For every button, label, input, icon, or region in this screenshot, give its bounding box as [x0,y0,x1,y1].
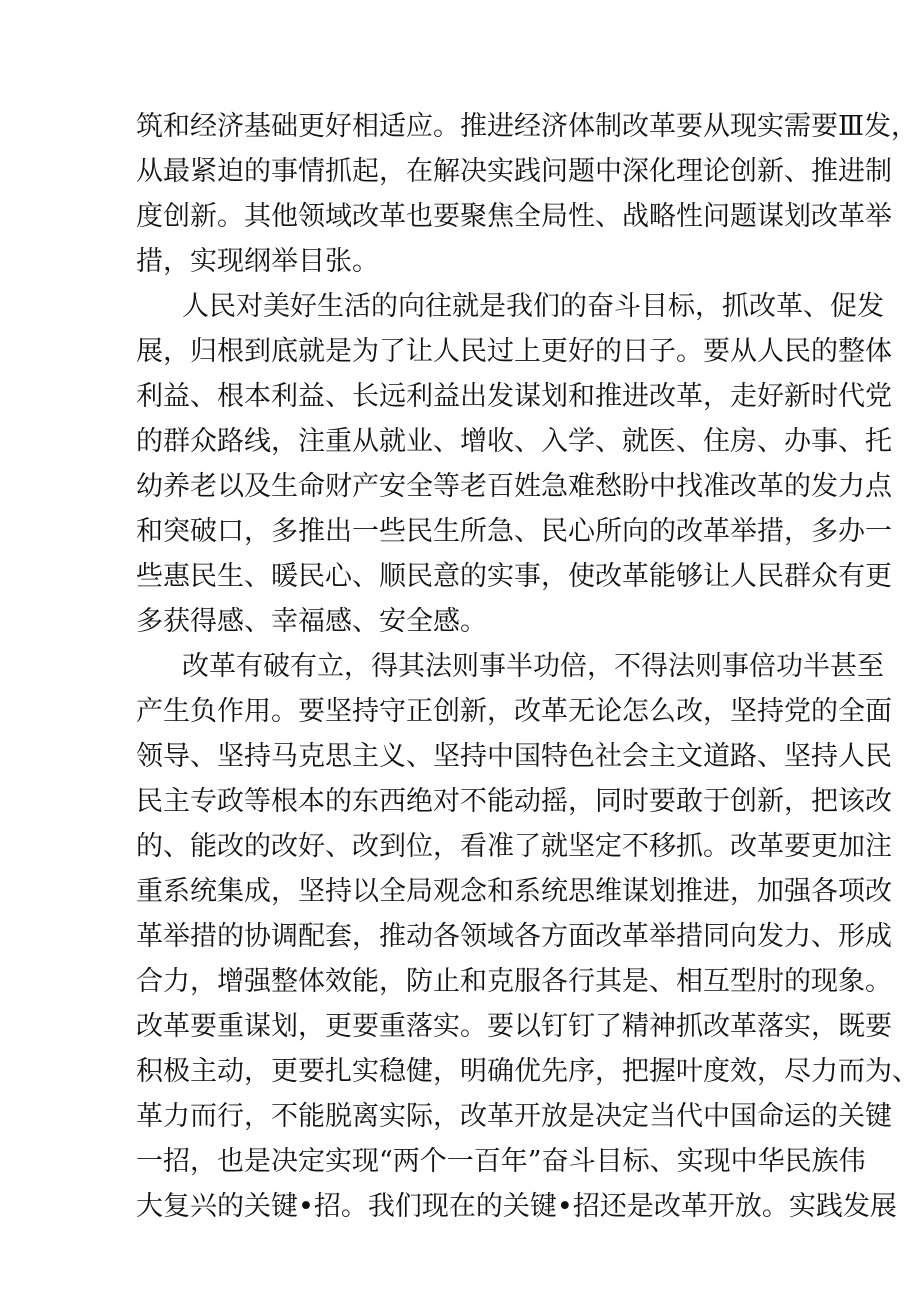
text-line: 多获得感、幸福感、安全感。 [136,606,487,637]
text-line: 改革要重谋划，更要重落实。要以钉钉了精神抓改革落实，既要 [136,1011,892,1042]
text-line: 筑和经济基础更好相适应。推进经济体制改革要从现实需要Ⅲ发， [136,111,919,142]
text-line: 措，实现纲举目张。 [136,246,379,277]
text-line: 积极主动，更要扎实稳健，明确优先序，把握叶度效，尽力而为、 [136,1056,919,1087]
text-line: 从最紧迫的事情抓起，在解决实践问题中深化理论创新、推进制 [136,156,892,187]
text-line: 民主专政等根本的东西绝对不能动摇，同时要敢于创新，把该改 [136,786,892,817]
text-line: 利益、根本利益、长远利益出发谋划和推进改革，走好新时代党 [136,381,892,412]
text-line: 重系统集成，坚持以全局观念和系统思维谋划推进，加强各项改 [136,876,892,907]
text-line: 革力而行，不能脱离实际，改革开放是决定当代中国命运的关键 [136,1101,892,1132]
text-line: 大复兴的关键•招。我们现在的关键•招还是改革开放。实践发展 [136,1191,897,1222]
text-line: 的、能改的改好、改到位，看准了就坚定不移抓。改革要更加注 [136,831,892,862]
paragraph-first-line: 改革有破有立，得其法则事半功倍，不得法则事倍功半甚至 [182,651,884,682]
text-line: 革举措的协调配套，推动各领域各方面改革举措同向发力、形成 [136,921,892,952]
text-line: 一招，也是决定实现“两个一百年”奋斗目标、实现中华民族伟 [136,1146,866,1177]
text-line: 度创新。其他领域改革也要聚焦全局性、战略性问题谋划改革举 [136,201,892,232]
text-line: 领导、坚持马克思主义、坚持中国特色社会主文道路、坚持人民 [136,741,892,772]
text-line: 幼养老以及生命财产安全等老百姓急难愁盼中找准改革的发力点 [136,471,892,502]
text-line: 产生负作用。要坚持守正创新，改革无论怎么改，坚持党的全面 [136,696,892,727]
text-line: 合力，增强整体效能，防止和克服各行其是、相互型肘的现象。 [136,966,892,997]
text-line: 的群众路线，注重从就业、增收、入学、就医、住房、办事、托 [136,426,892,457]
text-line: 和突破口，多推出一些民生所急、民心所向的改革举措，多办一 [136,516,892,547]
text-line: 些惠民生、暖民心、顺民意的实事，使改革能够让人民群众有更 [136,561,892,592]
paragraph-first-line: 人民对美好生活的向往就是我们的奋斗目标，抓改革、促发 [182,291,884,322]
text-line: 展，归根到底就是为了让人民过上更好的日子。要从人民的整体 [136,336,892,367]
